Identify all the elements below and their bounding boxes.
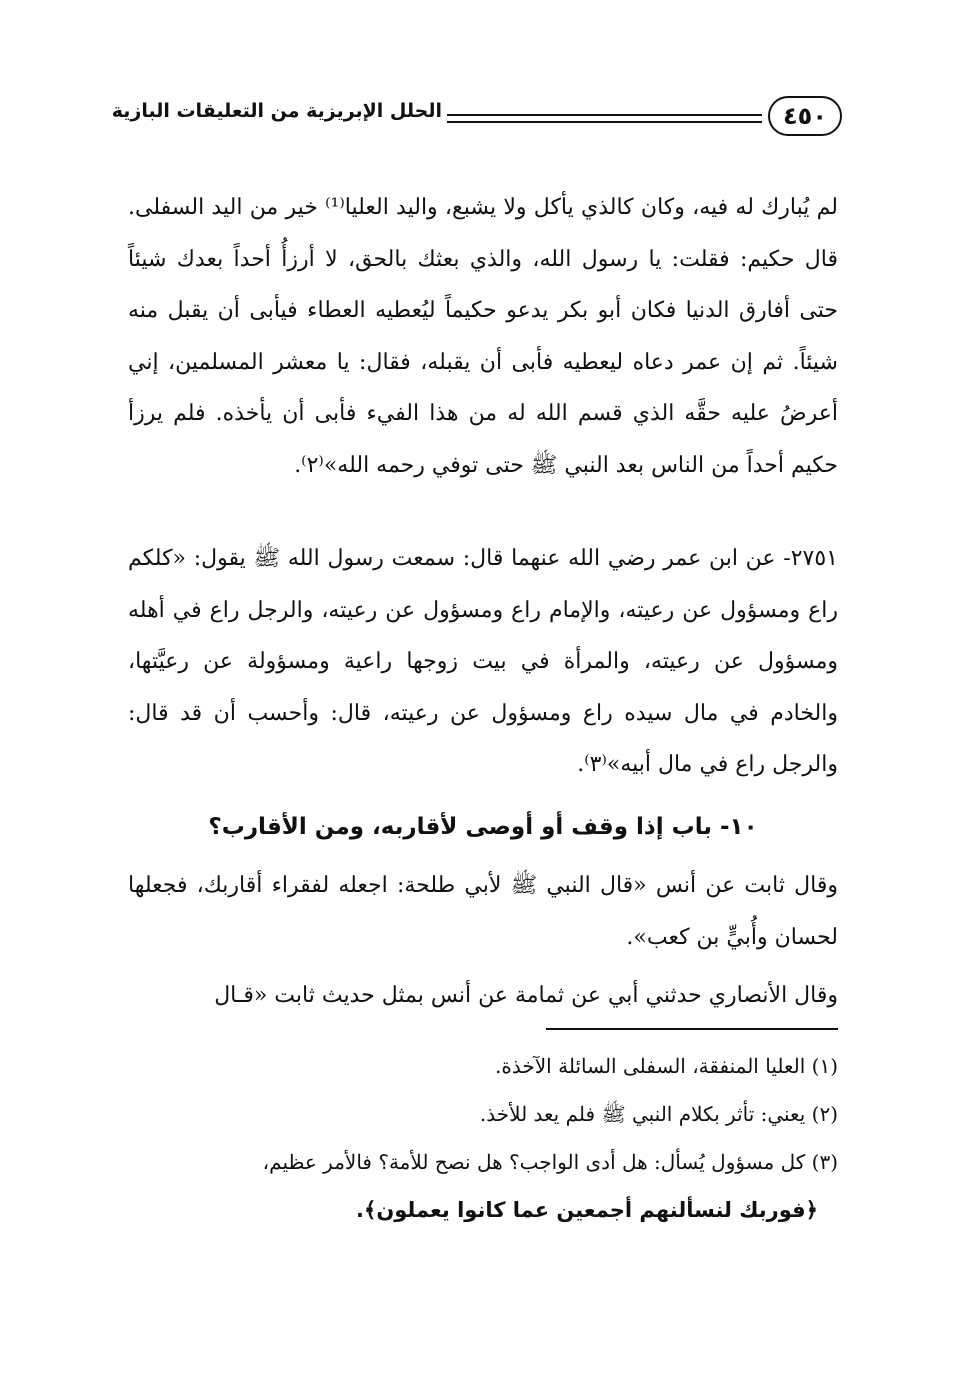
chapter-heading: ١٠- باب إذا وقف أو أوصى لأقاربه، ومن الأقارب؟ <box>208 814 758 840</box>
body-paragraph-1: لم يُبارك له فيه، وكان كالذي يأكل ولا يشبع، واليد العليا⁽¹⁾ خير من اليد السفلى. قال حكيم: فقلت: يا رسول الله، والذي بعثك بالحق، لا أرزأُ أحداً بعدك شيئاً حتى أفارق الدنيا فكان أبو بكر يدعو حكيماً ليُعطيه العطاء فيأبى أن يقبل منه شيئاً. ثم إن عمر دعاه ليعطيه فأبى أن يقبله، فقال: يا معشر المسلمين، إني أعرضُ عليه حقَّه الذي قسم الله له من هذا الفيء فأبى أن يأخذه. فلم يرزأ حكيم أحداً من الناس بعد النبي ﷺ حتى توفي رحمه الله»⁽٢⁾. <box>128 195 838 478</box>
running-title: الحلل الإبريزية من التعليقات البازية <box>111 100 442 122</box>
hadith-2751: ٢٧٥١- عن ابن عمر رضي الله عنهما قال: سمعت رسول الله ﷺ يقول: «كلكم راع ومسؤول عن رعيته، والإمام راع ومسؤول عن رعيته، والرجل راع في أهله ومسؤول عن رعيته، والمرأة في بيت زوجها راعية ومسؤولة عن رعيَّتها، والخادم في مال سيده راع ومسؤول عن رعيته، قال: وأحسب أن قد قال: والرجل راع في مال أبيه»⁽٣⁾. <box>128 546 838 777</box>
footnote-separator <box>546 1028 838 1030</box>
page-number: ٤٥٠ <box>768 96 842 136</box>
footnote-2: (٢) يعني: تأثر بكلام النبي ﷺ فلم يعد للأخذ. <box>479 1102 838 1126</box>
body-paragraph-3: وقال ثابت عن أنس «قال النبي ﷺ لأبي طلحة: اجعله لفقراء أقاربك، فجعلها لحسان وأُبيٍّ بن كعب». <box>128 873 838 950</box>
footnote-1: (١) العليا المنفقة، السفلى السائلة الآخذة. <box>495 1054 838 1078</box>
footnote-3-quran-quote: ﴿فوربك لنسألنهم أجمعين عما كانوا يعملون﴾. <box>356 1198 818 1222</box>
header-rule <box>447 114 762 123</box>
page-header <box>112 92 842 148</box>
footnotes <box>128 1042 838 1234</box>
footnote-3: (٣) كل مسؤول يُسأل: هل أدى الواجب؟ هل نصح للأمة؟ فالأمر عظيم، <box>262 1150 838 1174</box>
body-paragraph-4: وقال الأنصاري حدثني أبي عن ثمامة عن أنس بمثل حديث ثابت «قـال <box>214 983 838 1008</box>
